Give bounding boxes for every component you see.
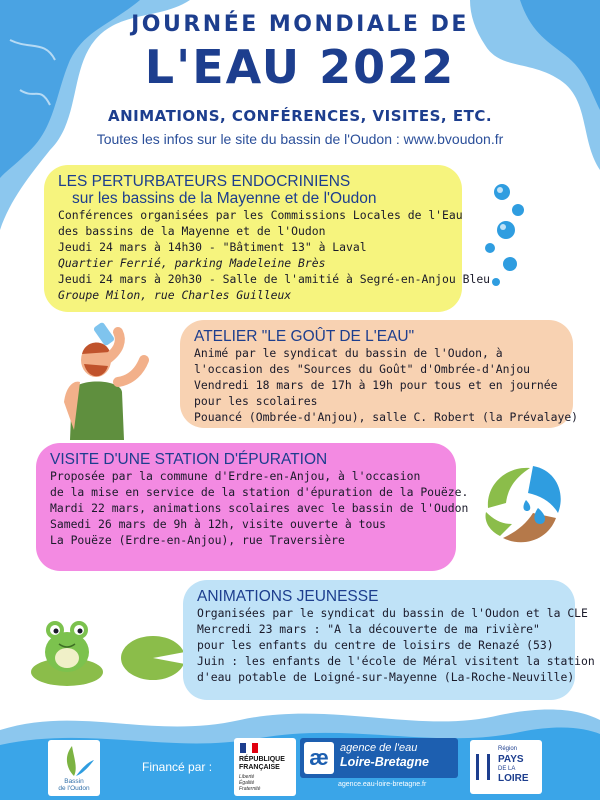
logo-agence-line: agence de l'eau <box>340 742 418 754</box>
logo-region-line: LOIRE <box>498 773 529 784</box>
section-title: LES PERTURBATEURS ENDOCRINIENS <box>58 173 351 190</box>
section-line: Juin : les enfants de l'école de Méral visitent la station <box>197 654 595 668</box>
logo-agence-line: Loire-Bretagne <box>340 755 429 769</box>
website-info: Toutes les infos sur le site du bassin de l'Oudon : www.bvoudon.fr <box>96 131 504 147</box>
logo-republique-francaise <box>234 738 296 796</box>
section-visite-station-epuration <box>36 443 469 571</box>
section-subtitle: sur les bassins de la Mayenne et de l'Oudon <box>72 190 377 207</box>
section-line: Organisées par le syndicat du bassin de l'Oudon et la CLE <box>197 606 588 620</box>
section-line: des bassins de la Mayenne et de l'Oudon <box>58 224 326 238</box>
bassin-oudon-leaf-icon <box>48 742 100 780</box>
section-line: Proposée par la commune d'Erdre-en-Anjou, à l'occasion <box>50 469 421 483</box>
water-cycle-hands-icon <box>478 458 568 548</box>
logo-bassin-oudon <box>48 740 100 796</box>
logo-region-line: DE LA <box>498 766 516 772</box>
section-line: pour les enfants du centre de loisirs de Renazé (53) <box>197 638 554 652</box>
section-line: pour les scolaires <box>194 394 318 408</box>
logo-region-line: Région <box>498 746 518 752</box>
section-line: Vendredi 18 mars de 17h à 19h pour tous et en journée <box>194 378 558 392</box>
section-line: Mardi 22 mars, animations scolaires avec le bassin de l'Oudon <box>50 501 469 515</box>
section-line: Quartier Ferrié, parking Madeleine Brès <box>58 256 326 270</box>
title-line-1: JOURNÉE MONDIALE DE <box>131 12 469 37</box>
section-title: VISITE D'UNE STATION D'ÉPURATION <box>50 451 328 468</box>
section-animations-jeunesse <box>183 580 595 700</box>
water-bubbles-icon <box>480 180 530 300</box>
section-perturbateurs-endocriniens <box>44 165 491 312</box>
section-atelier-gout-de-leau <box>180 320 579 428</box>
section-line: Animé par le syndicat du bassin de l'Oudon, à <box>194 346 503 360</box>
logo-bassin-line: de l'Oudon <box>58 785 90 792</box>
section-line: Groupe Milon, rue Charles Guilleux <box>58 288 292 302</box>
agence-symbol-icon: æ <box>304 742 334 774</box>
logo-agence-url: agence.eau-loire-bretagne.fr <box>338 781 427 788</box>
logo-rf-line: Liberté <box>239 774 255 780</box>
section-line: Jeudi 24 mars à 20h30 - Salle de l'amitié à Segré-en-Anjou Bleu <box>58 272 491 286</box>
logo-agence-eau-loire-bretagne <box>300 738 458 778</box>
section-line: Pouancé (Ombrée-d'Anjou), salle C. Robert (la Prévalaye) <box>194 410 579 424</box>
logo-bassin-line: Bassin <box>64 778 84 785</box>
logo-region-pays-de-la-loire <box>470 740 542 794</box>
logo-rf-line: FRANÇAISE <box>239 764 280 771</box>
logo-rf-line: Égalité <box>239 780 255 786</box>
section-title: ANIMATIONS JEUNESSE <box>197 588 379 605</box>
financed-by-label: Financé par : <box>142 760 213 774</box>
logo-rf-line: Fraternité <box>239 786 261 792</box>
logo-region-line: PAYS <box>498 754 524 765</box>
section-title: ATELIER "LE GOÛT DE L'EAU" <box>194 328 415 345</box>
section-line: Conférences organisées par les Commissions Locales de l'Eau <box>58 208 463 222</box>
section-line: de la mise en service de la station d'épuration de la Pouëze. <box>50 485 469 499</box>
logo-rf-line: RÉPUBLIQUE <box>239 756 285 763</box>
title-line-2: L'EAU 2022 <box>144 40 456 94</box>
section-line: d'eau potable de Loigné-sur-Mayenne (La-Roche-Neuville) <box>197 670 575 684</box>
subtitle: ANIMATIONS, CONFÉRENCES, VISITES, ETC. <box>107 107 493 125</box>
frog-lily-pad-illustration <box>25 600 185 700</box>
section-line: Jeudi 24 mars à 14h30 - "Bâtiment 13" à Laval <box>58 240 367 254</box>
section-line: l'occasion des "Sources du Goût" d'Ombrée-d'Anjou <box>194 362 531 376</box>
section-line: Mercredi 23 mars : "A la découverte de ma rivière" <box>197 622 540 636</box>
region-stripes-icon <box>476 754 490 780</box>
section-line: La Pouëze (Erdre-en-Anjou), rue Traversière <box>50 533 345 547</box>
marianne-flag-icon <box>240 743 258 753</box>
section-line: Samedi 26 mars de 9h à 12h, visite ouverte à tous <box>50 517 387 531</box>
man-drinking-water-illustration <box>60 320 170 440</box>
